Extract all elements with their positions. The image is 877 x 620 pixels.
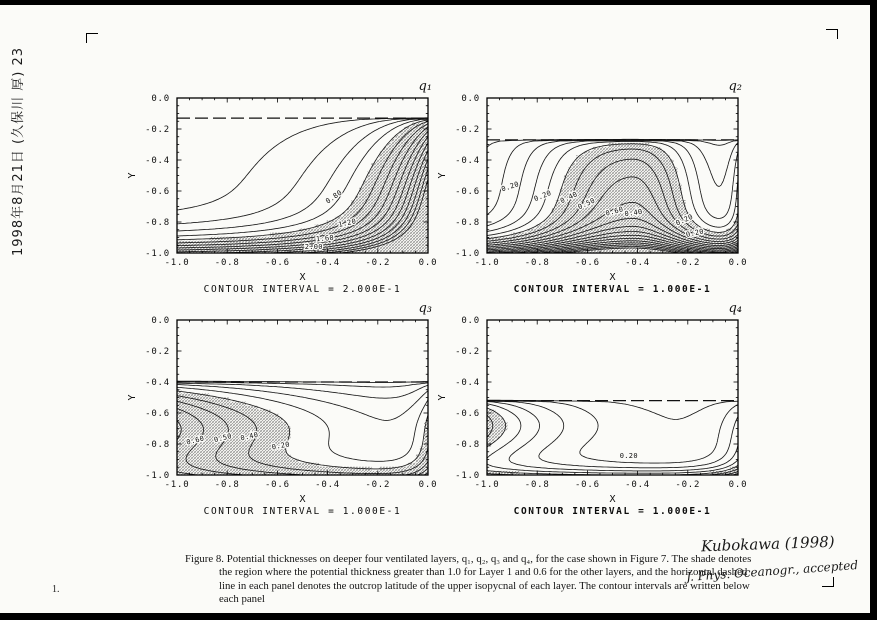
contour-value-label: 0.80 [324,188,344,206]
x-tick-label: -0.8 [214,258,240,268]
x-tick-label: -0.6 [574,258,600,268]
contour-value-label: 0.40 [624,207,644,219]
y-axis-title: Y [437,172,448,179]
x-tick-label: -0.4 [315,258,341,268]
y-tick-label: -0.2 [455,347,480,357]
x-tick-label: -1.0 [474,480,500,490]
panel-title-q2: q₂ [728,79,742,94]
contour-panel-q4 [437,301,748,517]
figure-caption [185,553,755,607]
y-tick-label: -0.6 [145,409,170,419]
x-tick-label: 0.0 [728,480,748,490]
plot-frame [487,320,738,475]
crop-mark-bottom-right [822,577,834,587]
contour-value-label: 0.20 [532,189,553,204]
contour-value-label: 0.20 [271,440,291,452]
contour-value-label: 0.60 [185,434,206,447]
x-tick-label: -1.0 [164,258,190,268]
panel-title-q4: q₄ [728,301,742,316]
y-tick-label: -0.2 [455,125,480,135]
contour-panel-q1 [127,79,438,295]
contour-value-label: 0.20 [619,451,638,460]
handwritten-margin-note: 1998年8月21日 (久保川 厚) 23 [11,47,26,256]
y-axis-title: Y [127,394,138,401]
contour-interval-label-q1: CONTOUR INTERVAL = 2.000E-1 [203,284,402,295]
x-tick-label: 0.0 [418,480,438,490]
x-axis-title: X [609,272,616,283]
y-tick-label: -1.0 [145,249,170,259]
y-tick-label: -0.2 [145,125,170,135]
y-tick-label: -0.8 [455,440,480,450]
panel-title-q1: q₁ [418,79,432,94]
y-tick-label: -1.0 [455,471,480,481]
y-tick-label: -1.0 [455,249,480,259]
y-tick-label: -0.8 [145,218,170,228]
x-tick-label: -0.2 [365,480,391,490]
x-tick-label: 0.0 [728,258,748,268]
contour-interval-label-q3: CONTOUR INTERVAL = 1.000E-1 [203,506,402,517]
contour-plot-q2 [437,94,748,283]
y-tick-label: -0.2 [145,347,170,357]
x-axis-title: X [299,494,306,505]
y-tick-label: -0.4 [145,378,170,388]
page-number: 1. [52,584,60,595]
contour-plot-q4 [437,316,748,505]
contour-value-label: 1.20 [337,217,357,229]
x-tick-label: 0.0 [418,258,438,268]
x-tick-label: -1.0 [164,480,190,490]
y-tick-label: 0.0 [151,94,170,104]
contour-interval-label-q2: CONTOUR INTERVAL = 1.000E-1 [513,284,712,295]
contour-plot-q3 [127,316,438,505]
contour-value-label: 0.40 [559,190,579,206]
contour-value-label: 0.50 [213,432,233,445]
handwritten-citation-author: Kubokawa (1998) [700,532,835,556]
x-tick-label: -0.4 [315,480,341,490]
contour-value-label: 0.20 [500,180,521,194]
x-tick-label: -0.6 [264,480,290,490]
x-axis-title: X [299,272,306,283]
contour-value-label: 0.50 [576,196,597,212]
handwritten-citation-journal: J. Phys. Oceanogr., accepted [685,558,859,584]
figure-caption-text: Potential thicknesses on deeper four ventilated layers, q₁, q₂, q₃ and q₄, for the case shown in Figure 7. The shade denotes the region where the potential thickness greater than 1.0 for Layer 1 and 0.6 for the other layers, and the horizontal dashed line in each panel denotes the outcrop latitude of the upper isopycnal of each layer. The contour intervals are written below each panel [219,553,752,606]
x-axis-title: X [609,494,616,505]
contour-lines [487,400,738,475]
crop-mark-top-right [826,29,838,39]
y-tick-label: 0.0 [461,316,480,326]
x-tick-label: -0.4 [625,258,651,268]
y-tick-label: 0.0 [461,94,480,104]
y-tick-label: -0.6 [455,409,480,419]
crop-mark-top-left [86,33,98,43]
x-tick-label: -0.2 [365,258,391,268]
x-tick-label: -0.6 [574,480,600,490]
x-tick-label: -0.2 [675,480,701,490]
contour-value-label: 0.20 [674,212,695,228]
x-tick-label: -1.0 [474,258,500,268]
axis-ticks [487,320,738,475]
contour-value-label: 1.60 [315,233,335,244]
x-tick-label: -0.6 [264,258,290,268]
x-tick-label: -0.2 [675,258,701,268]
shaded-region [177,118,428,253]
shaded-region [177,389,428,475]
y-axis-title: Y [127,172,138,179]
figure-caption-label: Figure 8. [185,553,224,565]
y-tick-label: 0.0 [151,316,170,326]
y-tick-label: -0.8 [145,440,170,450]
contour-plot-q1 [127,94,438,283]
y-tick-label: -0.6 [145,187,170,197]
y-tick-label: -0.8 [455,218,480,228]
y-tick-label: -0.4 [455,156,480,166]
contour-value-label: 0.60 [604,205,625,218]
y-tick-label: -0.4 [145,156,170,166]
contour-panel-q3 [127,301,438,517]
contour-value-label: 0.40 [239,430,260,443]
x-tick-label: -0.8 [524,480,550,490]
contour-interval-label-q4: CONTOUR INTERVAL = 1.000E-1 [513,506,712,517]
contour-value-label: 2.00 [304,243,323,252]
contour-value-label: 0.20 [685,227,705,240]
y-tick-label: -1.0 [145,471,170,481]
x-tick-label: -0.4 [625,480,651,490]
contour-panel-q2 [437,79,748,295]
y-tick-label: -0.4 [455,378,480,388]
x-tick-label: -0.8 [214,480,240,490]
y-tick-label: -0.6 [455,187,480,197]
y-axis-title: Y [437,394,448,401]
x-tick-label: -0.8 [524,258,550,268]
panel-title-q3: q₃ [418,301,432,316]
